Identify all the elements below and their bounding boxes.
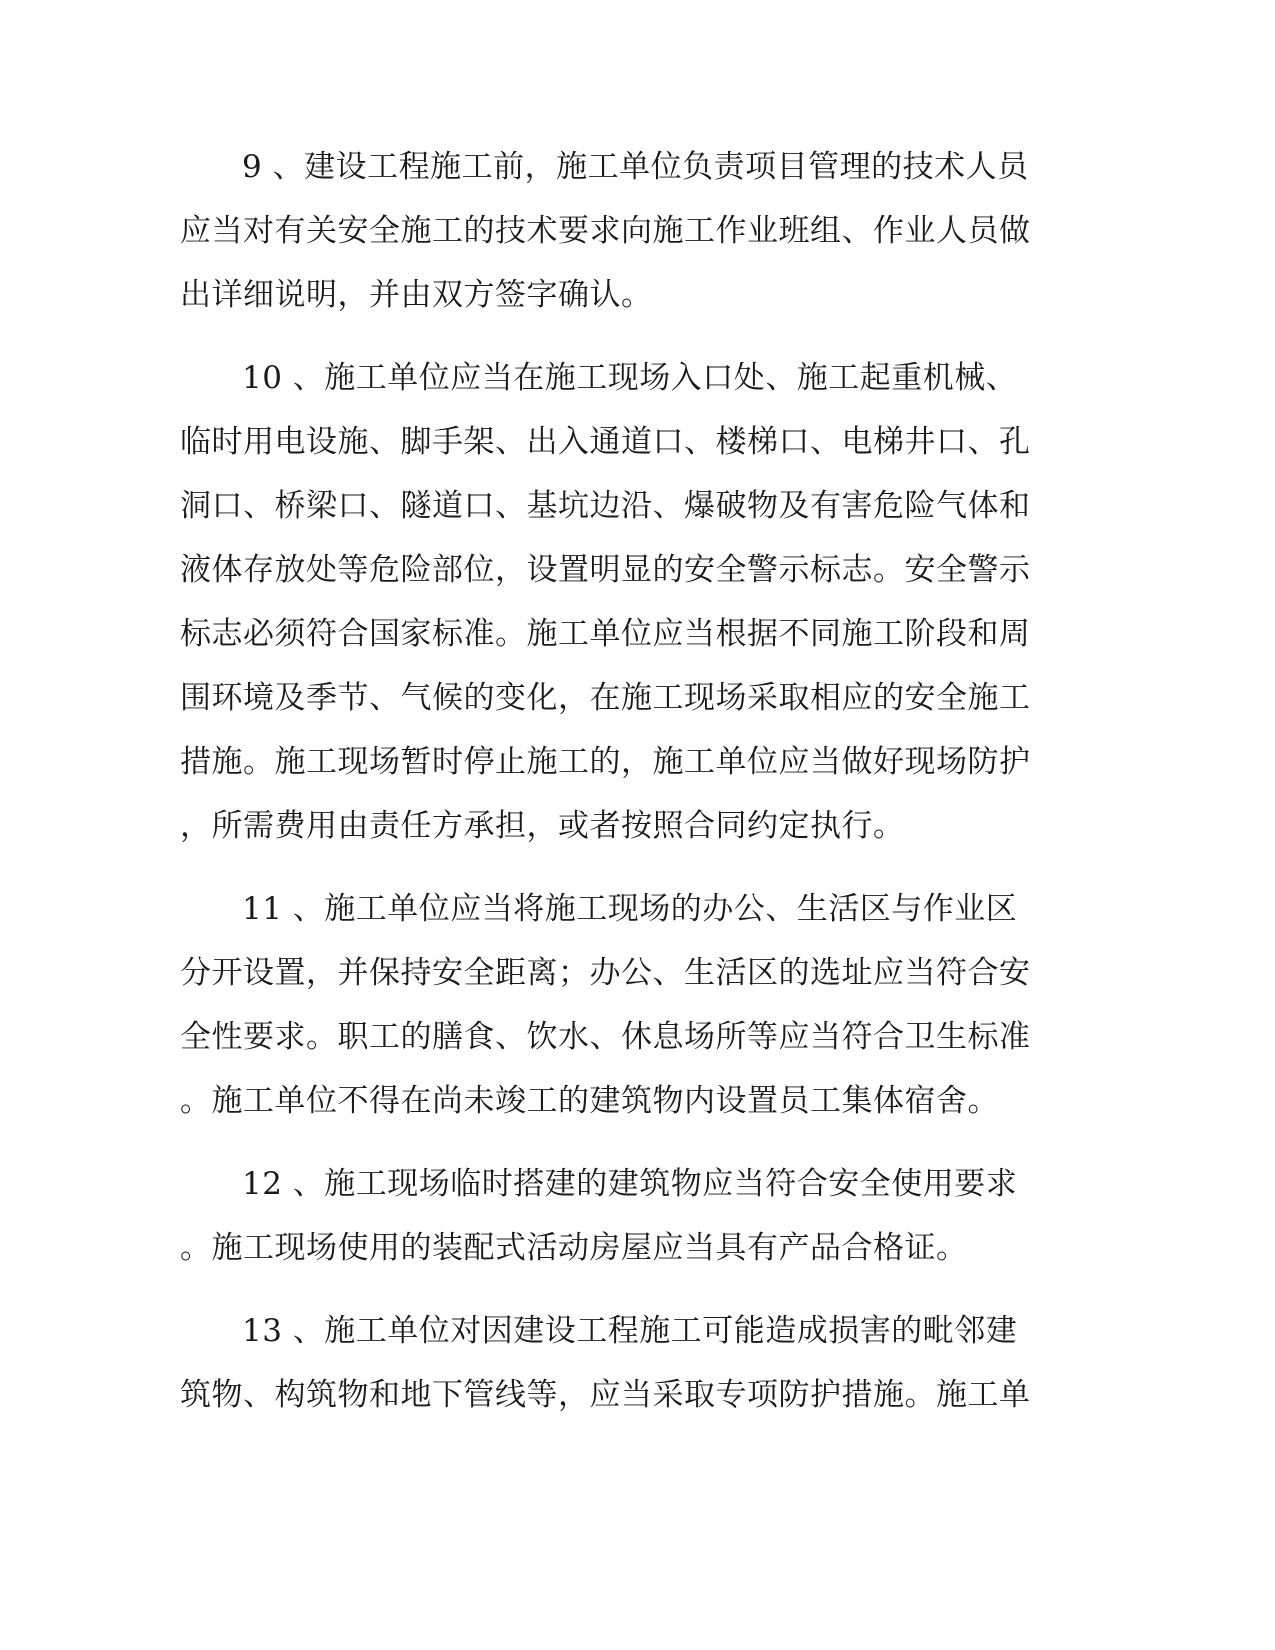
paragraph-line: 标志必须符合国家标准。施工单位应当根据不同施工阶段和周 bbox=[180, 616, 1031, 652]
paragraph-11 bbox=[180, 877, 1040, 1133]
paragraph-10 bbox=[180, 346, 1040, 858]
paragraph-line: 。施工单位不得在尚未竣工的建筑物内设置员工集体宿舍。 bbox=[180, 1083, 999, 1119]
paragraph-line: 分开设置，并保持安全距离；办公、生活区的选址应当符合安 bbox=[180, 955, 1031, 991]
paragraph-line: 应当对有关安全施工的技术要求向施工作业班组、作业人员做 bbox=[180, 213, 1031, 249]
paragraph-line: 围环境及季节、气候的变化，在施工现场采取相应的安全施工 bbox=[180, 680, 1031, 716]
paragraph-line: 出详细说明，并由双方签字确认。 bbox=[180, 277, 653, 313]
paragraph-line: 9 、建设工程施工前，施工单位负责项目管理的技术人员 bbox=[242, 149, 1029, 185]
paragraph-line: 筑物、构筑物和地下管线等，应当采取专项防护措施。施工单 bbox=[180, 1377, 1031, 1413]
paragraph-line: 11 、施工单位应当将施工现场的办公、生活区与作业区 bbox=[242, 891, 1018, 927]
paragraph-13 bbox=[180, 1299, 1040, 1427]
paragraph-9 bbox=[180, 135, 1040, 327]
paragraph-line: 液体存放处等危险部位，设置明显的安全警示标志。安全警示 bbox=[180, 552, 1031, 588]
paragraph-line: 10 、施工单位应当在施工现场入口处、施工起重机械、 bbox=[242, 360, 1018, 396]
paragraph-line: 洞口、桥梁口、隧道口、基坑边沿、爆破物及有害危险气体和 bbox=[180, 488, 1031, 524]
paragraph-line: 全性要求。职工的膳食、饮水、休息场所等应当符合卫生标准 bbox=[180, 1019, 1031, 1055]
paragraph-12 bbox=[180, 1152, 1040, 1280]
paragraph-line: 临时用电设施、脚手架、出入通道口、楼梯口、电梯井口、孔 bbox=[180, 424, 1031, 460]
paragraph-line: 12 、施工现场临时搭建的建筑物应当符合安全使用要求 bbox=[242, 1166, 1018, 1202]
paragraph-line: 措施。施工现场暂时停止施工的，施工单位应当做好现场防护 bbox=[180, 744, 1031, 780]
paragraph-line: 13 、施工单位对因建设工程施工可能造成损害的毗邻建 bbox=[242, 1313, 1018, 1349]
paragraph-line: 。施工现场使用的装配式活动房屋应当具有产品合格证。 bbox=[180, 1230, 968, 1266]
document-body bbox=[180, 135, 1040, 1446]
paragraph-line: ，所需费用由责任方承担，或者按照合同约定执行。 bbox=[180, 808, 905, 844]
